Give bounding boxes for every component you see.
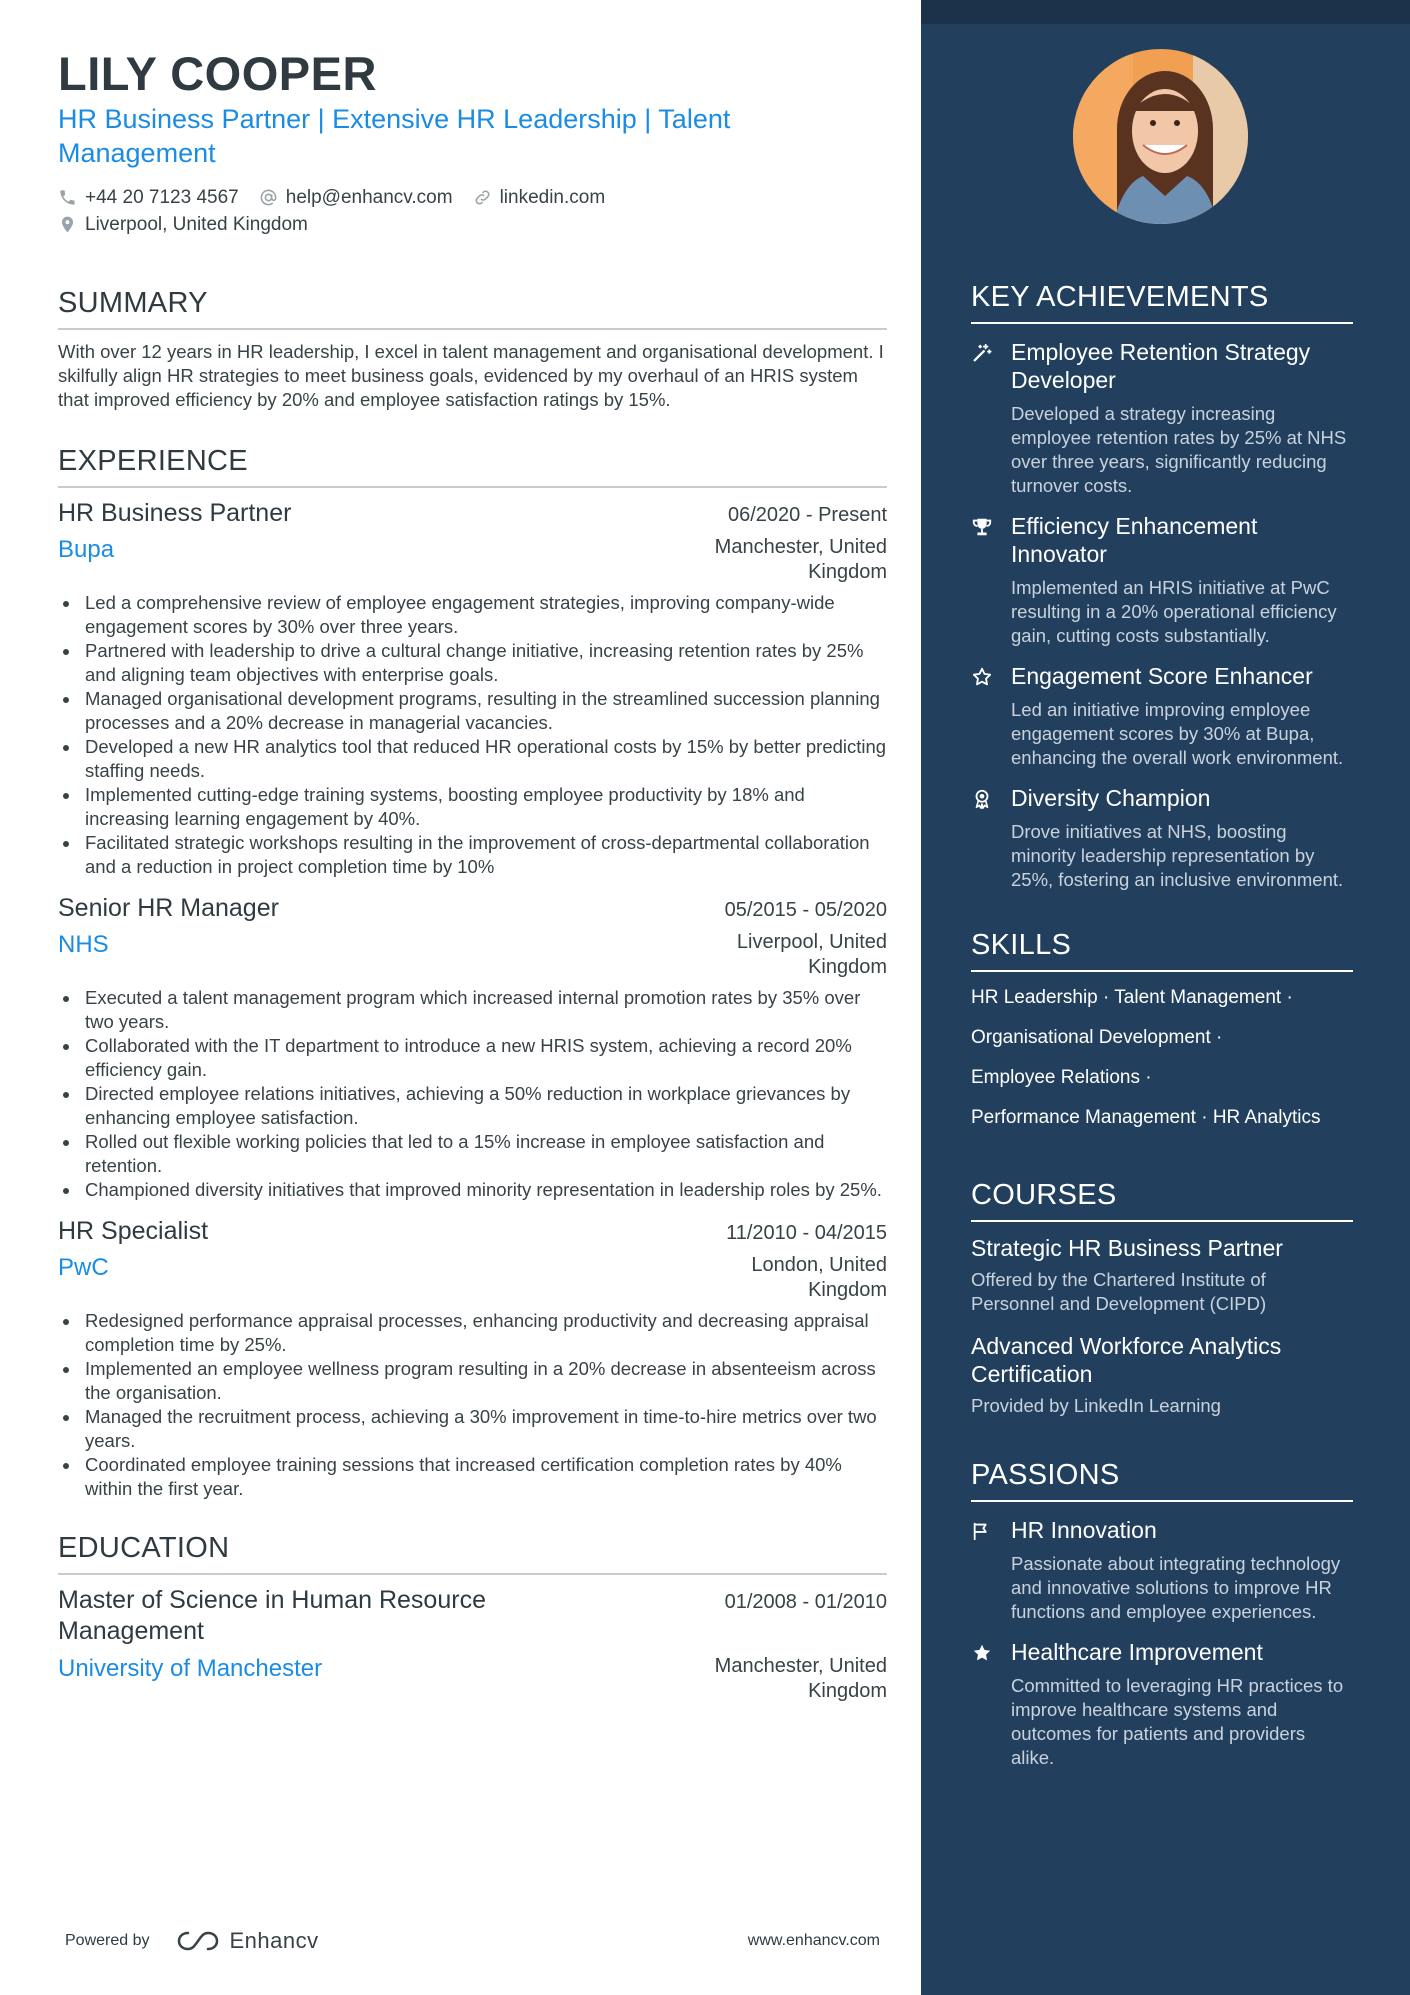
skills-section [971,928,1353,1138]
link-icon [473,188,492,207]
linkedin-text: linkedin.com [499,186,606,208]
bullet-item: Championed diversity initiatives that improved minority representation in leadership roles by 25%. [58,1178,887,1202]
summary-section [58,286,887,412]
courses-section [971,1178,1353,1418]
candidate-name: LILY COOPER [58,47,377,100]
phone-icon [58,188,77,207]
job-role: Senior HR Manager [58,894,279,922]
skills-line: Organisational Development · [971,1027,1223,1048]
summary-text: With over 12 years in HR leadership, I excel in talent management and organisational development. I skilfully align HR strategies to meet business goals, evidenced by my overhaul of an HRIS system that improved efficiency by 20% and employee satisfaction ratings by 15%. [58,341,884,410]
passion-desc: Committed to leveraging HR practices to improve healthcare systems and outcomes for patients and providers alike. [1011,1675,1344,1768]
powered-by-label: Powered by [65,1932,150,1949]
bullet-item: Directed employee relations initiatives, achieving a 50% reduction in workplace grievances by enhancing employee satisfaction. [58,1082,887,1130]
passions-section [971,1458,1353,1770]
course-desc: Provided by LinkedIn Learning [971,1395,1221,1416]
job-role: HR Specialist [58,1217,209,1245]
job-bullets [58,1309,887,1501]
achievement-title: Engagement Score Enhancer [1011,663,1313,689]
job-company: PwC [58,1254,109,1281]
education-section [58,1531,887,1704]
avatar-illustration [1073,49,1248,224]
job-bullets [58,591,887,879]
bullet-item: Redesigned performance appraisal processes, enhancing productivity and decreasing appraisal completion time by 25%. [58,1309,887,1357]
profile-photo [1073,49,1248,224]
course-title: Strategic HR Business Partner [971,1235,1283,1261]
wand-icon [971,342,993,364]
star-outline-icon [971,666,993,688]
job-entry [58,893,887,1202]
job-bullets [58,986,887,1202]
courses-heading: COURSES [971,1178,1353,1222]
achievement-item [971,338,1353,498]
passions-heading: PASSIONS [971,1458,1353,1502]
footer-website[interactable]: www.enhancv.com [747,1932,880,1949]
bullet-item: Rolled out flexible working policies that led to a 15% increase in employee satisfaction and retention. [58,1130,887,1178]
email-text: help@enhancv.com [285,186,453,208]
powered-by [65,1928,319,1954]
course-desc: Offered by the Chartered Institute of Personnel and Development (CIPD) [971,1269,1267,1314]
achievement-desc: Developed a strategy increasing employee retention rates by 25% at NHS over three years, significantly reducing turnover costs. [1011,403,1347,496]
achievement-title: Diversity Champion [1011,785,1211,811]
skills-line: Performance Management · HR Analytics [971,1107,1321,1128]
job-location: Liverpool, United Kingdom [736,931,887,978]
education-degree: Master of Science in Human Resource Management [58,1586,486,1645]
contact-linkedin[interactable] [473,187,606,209]
bullet-item: Facilitated strategic workshops resulting in the improvement of cross-departmental collaboration and a reduction in project completion time by 10% [58,831,887,879]
experience-section [58,444,887,1501]
course-item [971,1234,1353,1316]
passion-title: Healthcare Improvement [1011,1639,1263,1665]
bullet-item: Partnered with leadership to drive a cultural change initiative, increasing retention rates by 25% and aligning team objectives with enterprise goals. [58,639,887,687]
passion-title: HR Innovation [1011,1517,1157,1543]
star-filled-icon [971,1642,993,1664]
achievements-section [971,280,1353,892]
achievements-heading: KEY ACHIEVEMENTS [971,280,1353,324]
bullet-item: Developed a new HR analytics tool that reduced HR operational costs by 15% by better predicting staffing needs. [58,735,887,783]
job-entry [58,1216,887,1501]
footer [65,1928,880,1954]
candidate-title: HR Business Partner | Extensive HR Leadership | Talent Management [58,104,731,168]
achievement-desc: Drove initiatives at NHS, boosting minority leadership representation by 25%, fostering an inclusive environment. [1011,821,1344,890]
job-company: Bupa [58,536,115,563]
skills-list [971,978,1353,1138]
skills-heading: SKILLS [971,928,1353,972]
bullet-item: Led a comprehensive review of employee engagement strategies, improving company-wide engagement scores by 30% over three years. [58,591,887,639]
education-entry [58,1585,887,1704]
skills-line: Employee Relations · [971,1067,1152,1088]
bullet-item: Coordinated employee training sessions that increased certification completion rates by 40% within the first year. [58,1453,887,1501]
education-location: Manchester, United Kingdom [714,1655,887,1702]
course-title: Advanced Workforce Analytics Certification [971,1333,1282,1387]
course-item [971,1332,1353,1418]
brand-name: Enhancv [229,1928,319,1953]
contact-phone[interactable] [58,187,239,209]
contact-email[interactable] [259,187,453,209]
bullet-item: Managed organisational development programs, resulting in the streamlined succession planning processes and a 20% decrease in managerial vacancies. [58,687,887,735]
trophy-icon [971,516,993,538]
job-entry [58,498,887,879]
achievement-title: Efficiency Enhancement Innovator [1011,513,1258,567]
bullet-item: Managed the recruitment process, achieving a 30% improvement in time-to-hire metrics over two years. [58,1405,887,1453]
achievement-item [971,662,1353,770]
bullet-item: Implemented cutting-edge training systems, boosting employee productivity by 18% and increasing learning engagement by 40%. [58,783,887,831]
passion-desc: Passionate about integrating technology and innovative solutions to improve HR functions and employee experiences. [1011,1553,1341,1622]
sidebar-content [971,280,1353,1770]
skills-line: HR Leadership · Talent Management · [971,987,1293,1008]
bullet-item: Executed a talent management program which increased internal promotion rates by 35% over two years. [58,986,887,1034]
bullet-item: Implemented an employee wellness program resulting in a 20% decrease in absenteeism across the organisation. [58,1357,887,1405]
job-company: NHS [58,931,109,958]
sidebar-top-band [921,0,1410,24]
education-heading: EDUCATION [58,1531,887,1575]
job-date: 05/2015 - 05/2020 [724,899,887,921]
job-location: London, United Kingdom [751,1254,887,1301]
summary-heading: SUMMARY [58,286,887,330]
enhancv-logo-icon [176,1929,222,1953]
bullet-item: Collaborated with the IT department to introduce a new HRIS system, achieving a record 20% efficiency gain. [58,1034,887,1082]
achievement-title: Employee Retention Strategy Developer [1011,339,1311,393]
contact-info [58,184,887,238]
sidebar [921,0,1410,1995]
flag-icon [971,1520,993,1542]
main-column [58,48,887,1704]
location-pin-icon [58,215,77,234]
achievement-desc: Implemented an HRIS initiative at PwC resulting in a 20% operational efficiency gain, cutting costs substantially. [1011,577,1337,646]
education-school: University of Manchester [58,1655,323,1682]
phone-text: +44 20 7123 4567 [85,186,239,208]
experience-heading: EXPERIENCE [58,444,887,488]
award-icon [971,788,993,810]
job-date: 11/2010 - 04/2015 [726,1222,887,1244]
at-icon [259,188,278,207]
achievement-desc: Led an initiative improving employee engagement scores by 30% at Bupa, enhancing the overall work environment. [1011,699,1344,768]
passion-item [971,1638,1353,1770]
achievement-item [971,784,1353,892]
achievement-item [971,512,1353,648]
contact-location [58,214,308,236]
passion-item [971,1516,1353,1624]
location-text: Liverpool, United Kingdom [85,213,308,235]
education-date: 01/2008 - 01/2010 [724,1591,887,1613]
job-date: 06/2020 - Present [728,504,887,526]
job-role: HR Business Partner [58,499,292,527]
job-location: Manchester, United Kingdom [714,536,887,583]
